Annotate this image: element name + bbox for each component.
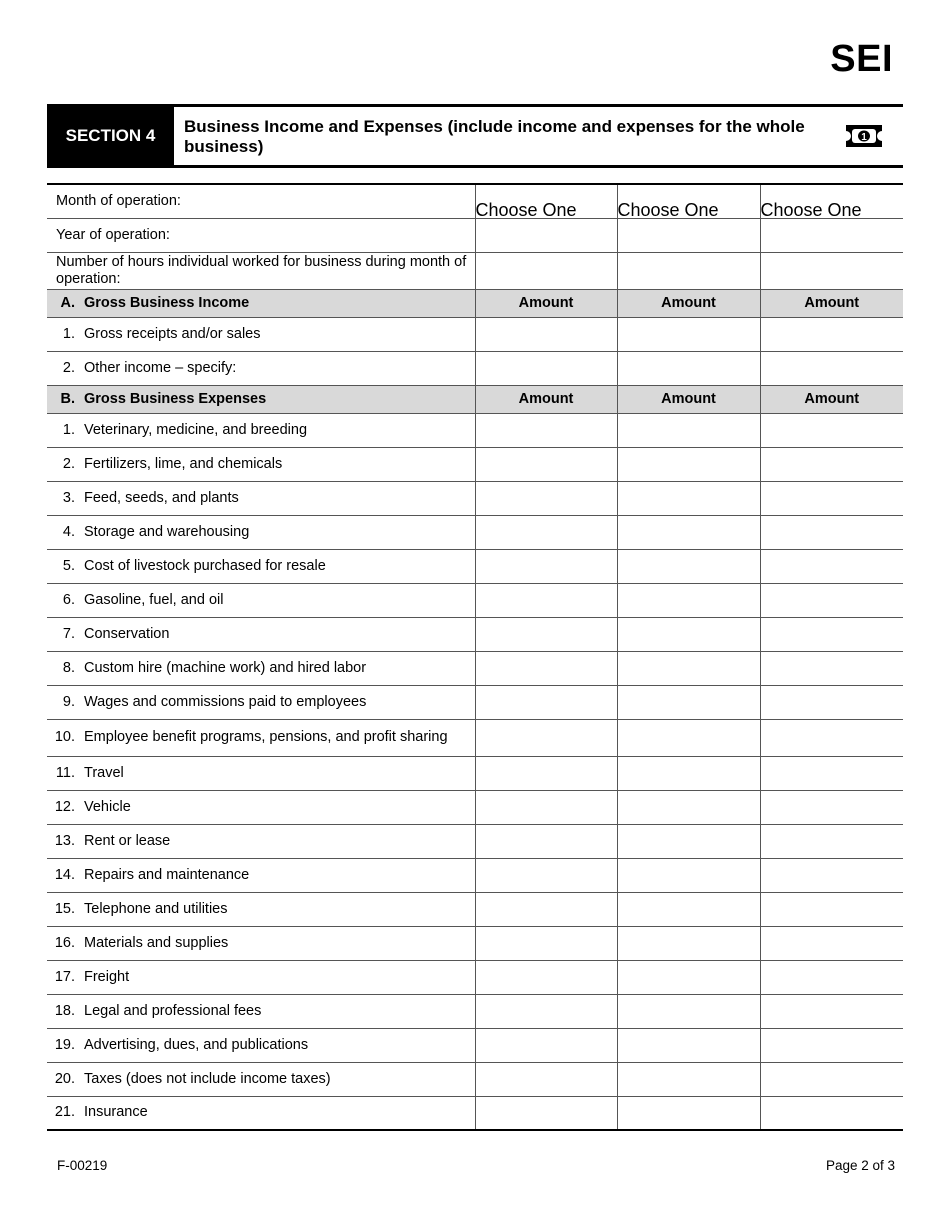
gross-expenses-item-row: [47, 685, 903, 719]
gross-expenses-item-19-amount-field-2[interactable]: [617, 1028, 760, 1062]
gross-expenses-item-20-amount-field-2[interactable]: [617, 1062, 760, 1096]
gross-expenses-header: [47, 385, 903, 413]
item-label: Wages and commissions paid to employees: [84, 693, 367, 710]
gross-expenses-item-row: [47, 858, 903, 892]
gross-expenses-amount-header: Amount: [760, 385, 903, 413]
gross-expenses-item-row: [47, 719, 903, 756]
gross-expenses-item-row: [47, 960, 903, 994]
gross-expenses-item-14-amount-field-1[interactable]: [475, 858, 617, 892]
month-label: Month of operation:: [56, 192, 181, 209]
month-select-2[interactable]: Choose One: [617, 184, 760, 218]
gross-expenses-item-12-amount-field-3[interactable]: [760, 790, 903, 824]
section-header: [47, 104, 903, 168]
hours-amount-field-1[interactable]: [475, 252, 617, 289]
gross-expenses-item-15-amount-field-3[interactable]: [760, 892, 903, 926]
gross-income-amount-header: Amount: [475, 289, 617, 317]
item-number: 12.: [54, 798, 75, 815]
gross-expenses-item-row: [47, 549, 903, 583]
item-label: Legal and professional fees: [84, 1002, 262, 1019]
gross-income-item-row: [47, 351, 903, 385]
item-label: Materials and supplies: [84, 934, 229, 951]
gross-expenses-letter: B.: [60, 390, 75, 407]
gross-expenses-item-21-amount-field-2[interactable]: [617, 1096, 760, 1130]
item-label: Telephone and utilities: [84, 900, 228, 917]
gross-expenses-item-row: [47, 790, 903, 824]
gross-expenses-item-3-amount-field-2[interactable]: [617, 481, 760, 515]
gross-expenses-item-16-amount-field-2[interactable]: [617, 926, 760, 960]
gross-expenses-item-row: [47, 1062, 903, 1096]
item-number: 6.: [62, 591, 75, 608]
gross-expenses-item-7-amount-field-1[interactable]: [475, 617, 617, 651]
gross-expenses-item-9-amount-field-1[interactable]: [475, 685, 617, 719]
item-label: Custom hire (machine work) and hired labor: [84, 659, 367, 676]
gross-expenses-item-15-amount-field-2[interactable]: [617, 892, 760, 926]
gross-expenses-item-11-amount-field-2[interactable]: [617, 756, 760, 790]
gross-expenses-item-3-amount-field-3[interactable]: [760, 481, 903, 515]
gross-expenses-item-row: [47, 892, 903, 926]
item-label: Vehicle: [84, 798, 131, 815]
gross-expenses-item-row: [47, 824, 903, 858]
item-number: 5.: [62, 557, 75, 574]
gross-expenses-item-row: [47, 583, 903, 617]
gross-expenses-item-row: [47, 481, 903, 515]
item-number: 1.: [62, 325, 75, 342]
gross-expenses-item-4-amount-field-1[interactable]: [475, 515, 617, 549]
item-label: Travel: [84, 764, 124, 781]
item-label: Freight: [84, 968, 130, 985]
footer-form-number: F-00219: [57, 1158, 108, 1173]
form-code: SEI: [830, 38, 893, 80]
gross-income-item-1-amount-field-1[interactable]: [475, 317, 617, 351]
item-number: 1.: [62, 421, 75, 438]
gross-expenses-item-9-amount-field-3[interactable]: [760, 685, 903, 719]
gross-expenses-item-row: [47, 1096, 903, 1130]
gross-income-item-2-amount-field-2[interactable]: [617, 351, 760, 385]
gross-expenses-item-3-amount-field-1[interactable]: [475, 481, 617, 515]
gross-expenses-item-16-amount-field-1[interactable]: [475, 926, 617, 960]
item-label: Gasoline, fuel, and oil: [84, 591, 224, 608]
item-label: Advertising, dues, and publications: [84, 1036, 309, 1053]
gross-expenses-item-20-amount-field-3[interactable]: [760, 1062, 903, 1096]
gross-expenses-item-8-amount-field-3[interactable]: [760, 651, 903, 685]
gross-expenses-item-4-amount-field-3[interactable]: [760, 515, 903, 549]
item-label: Cost of livestock purchased for resale: [84, 557, 326, 574]
gross-expenses-item-6-amount-field-2[interactable]: [617, 583, 760, 617]
item-label: Insurance: [84, 1104, 148, 1121]
gross-expenses-item-12-amount-field-1[interactable]: [475, 790, 617, 824]
gross-expenses-item-17-amount-field-2[interactable]: [617, 960, 760, 994]
gross-expenses-item-13-amount-field-2[interactable]: [617, 824, 760, 858]
item-number: 21.: [54, 1104, 75, 1121]
gross-expenses-item-row: [47, 515, 903, 549]
item-label: Rent or lease: [84, 832, 171, 849]
gross-income-letter: A.: [60, 294, 75, 311]
gross-expenses-item-9-amount-field-2[interactable]: [617, 685, 760, 719]
gross-expenses-amount-header: Amount: [617, 385, 760, 413]
gross-expenses-item-2-amount-field-1[interactable]: [475, 447, 617, 481]
gross-expenses-item-18-amount-field-3[interactable]: [760, 994, 903, 1028]
hours-amount-field-3[interactable]: [760, 252, 903, 289]
gross-expenses-item-2-amount-field-3[interactable]: [760, 447, 903, 481]
gross-expenses-item-15-amount-field-1[interactable]: [475, 892, 617, 926]
gross-expenses-item-19-amount-field-3[interactable]: [760, 1028, 903, 1062]
item-label: Gross receipts and/or sales: [84, 325, 261, 342]
item-number: 19.: [54, 1036, 75, 1053]
gross-expenses-item-5-amount-field-2[interactable]: [617, 549, 760, 583]
hours-amount-field-2[interactable]: [617, 252, 760, 289]
gross-expenses-item-13-amount-field-3[interactable]: [760, 824, 903, 858]
gross-expenses-item-21-amount-field-1[interactable]: [475, 1096, 617, 1130]
gross-expenses-item-14-amount-field-2[interactable]: [617, 858, 760, 892]
gross-income-amount-header: Amount: [617, 289, 760, 317]
item-number: 3.: [62, 489, 75, 506]
gross-expenses-item-11-amount-field-1[interactable]: [475, 756, 617, 790]
item-label: Veterinary, medicine, and breeding: [84, 421, 308, 438]
gross-expenses-item-row: [47, 413, 903, 447]
item-number: 9.: [62, 693, 75, 710]
gross-expenses-item-10-amount-field-2[interactable]: [617, 719, 760, 756]
gross-expenses-item-12-amount-field-2[interactable]: [617, 790, 760, 824]
gross-income-item-1-amount-field-2[interactable]: [617, 317, 760, 351]
item-number: 17.: [54, 968, 75, 985]
item-number: 20.: [54, 1070, 75, 1087]
gross-expenses-item-row: [47, 926, 903, 960]
footer-page-number: Page 2 of 3: [825, 1158, 895, 1173]
gross-expenses-item-row: [47, 447, 903, 481]
gross-expenses-item-19-amount-field-1[interactable]: [475, 1028, 617, 1062]
item-label: Storage and warehousing: [84, 523, 250, 540]
year-amount-field-1[interactable]: [475, 218, 617, 252]
gross-expenses-item-17-amount-field-3[interactable]: [760, 960, 903, 994]
item-number: 2.: [62, 359, 75, 376]
year-row: [47, 218, 903, 252]
gross-expenses-item-10-amount-field-3[interactable]: [760, 719, 903, 756]
gross-expenses-item-11-amount-field-3[interactable]: [760, 756, 903, 790]
gross-income-amount-header: Amount: [760, 289, 903, 317]
gross-expenses-item-5-amount-field-3[interactable]: [760, 549, 903, 583]
item-label: Conservation: [84, 625, 170, 642]
gross-income-item-row: [47, 317, 903, 351]
item-number: 7.: [62, 625, 75, 642]
gross-income-item-1-amount-field-3[interactable]: [760, 317, 903, 351]
svg-text:1: 1: [861, 132, 867, 143]
item-number: 14.: [54, 866, 75, 883]
gross-expenses-item-17-amount-field-1[interactable]: [475, 960, 617, 994]
item-number: 10.: [54, 729, 75, 745]
gross-income-header: [47, 289, 903, 317]
income-expense-table: [47, 183, 903, 1131]
hours-label: Number of hours individual worked for business during month of operation:: [56, 253, 467, 287]
item-label: Repairs and maintenance: [84, 866, 250, 883]
gross-expenses-item-6-amount-field-1[interactable]: [475, 583, 617, 617]
gross-expenses-item-14-amount-field-3[interactable]: [760, 858, 903, 892]
gross-expenses-title: Gross Business Expenses: [84, 390, 267, 407]
month-select-1[interactable]: Choose One: [475, 184, 617, 218]
gross-expenses-amount-header: Amount: [475, 385, 617, 413]
gross-expenses-item-7-amount-field-3[interactable]: [760, 617, 903, 651]
gross-expenses-item-1-amount-field-3[interactable]: [760, 413, 903, 447]
gross-expenses-item-row: [47, 994, 903, 1028]
gross-expenses-item-10-amount-field-1[interactable]: [475, 719, 617, 756]
gross-expenses-item-1-amount-field-1[interactable]: [475, 413, 617, 447]
item-number: 4.: [62, 523, 75, 540]
gross-expenses-item-18-amount-field-2[interactable]: [617, 994, 760, 1028]
item-number: 18.: [54, 1002, 75, 1019]
gross-expenses-item-13-amount-field-1[interactable]: [475, 824, 617, 858]
gross-income-item-2-amount-field-3[interactable]: [760, 351, 903, 385]
gross-expenses-item-6-amount-field-3[interactable]: [760, 583, 903, 617]
gross-income-item-2-amount-field-1[interactable]: [475, 351, 617, 385]
item-number: 15.: [54, 900, 75, 917]
money-bill-icon: [843, 123, 885, 149]
gross-expenses-item-row: [47, 1028, 903, 1062]
item-label: Other income – specify:: [84, 359, 237, 376]
gross-expenses-item-2-amount-field-2[interactable]: [617, 447, 760, 481]
item-label: Employee benefit programs, pensions, and profit sharing: [84, 729, 448, 745]
gross-expenses-item-8-amount-field-1[interactable]: [475, 651, 617, 685]
year-label: Year of operation:: [56, 226, 170, 243]
month-row: [47, 184, 903, 218]
year-amount-field-2[interactable]: [617, 218, 760, 252]
gross-expenses-item-row: [47, 651, 903, 685]
item-label: Fertilizers, lime, and chemicals: [84, 455, 283, 472]
section-label: SECTION 4: [47, 107, 174, 165]
gross-expenses-item-18-amount-field-1[interactable]: [475, 994, 617, 1028]
gross-expenses-item-16-amount-field-3[interactable]: [760, 926, 903, 960]
item-label: Taxes (does not include income taxes): [84, 1070, 331, 1087]
gross-expenses-item-row: [47, 756, 903, 790]
gross-expenses-item-5-amount-field-1[interactable]: [475, 549, 617, 583]
item-number: 8.: [62, 659, 75, 676]
item-number: 2.: [62, 455, 75, 472]
gross-expenses-item-1-amount-field-2[interactable]: [617, 413, 760, 447]
item-number: 13.: [54, 832, 75, 849]
gross-income-title: Gross Business Income: [84, 294, 250, 311]
item-number: 16.: [54, 934, 75, 951]
gross-expenses-item-row: [47, 617, 903, 651]
gross-expenses-item-20-amount-field-1[interactable]: [475, 1062, 617, 1096]
item-number: 11.: [55, 764, 75, 781]
section-title: Business Income and Expenses (include income and expenses for the whole business): [184, 117, 805, 156]
gross-expenses-item-21-amount-field-3[interactable]: [760, 1096, 903, 1130]
gross-expenses-item-8-amount-field-2[interactable]: [617, 651, 760, 685]
gross-expenses-item-4-amount-field-2[interactable]: [617, 515, 760, 549]
gross-expenses-item-7-amount-field-2[interactable]: [617, 617, 760, 651]
item-label: Feed, seeds, and plants: [84, 489, 239, 506]
year-amount-field-3[interactable]: [760, 218, 903, 252]
month-select-3[interactable]: Choose One: [760, 184, 903, 218]
hours-row: [47, 252, 903, 289]
